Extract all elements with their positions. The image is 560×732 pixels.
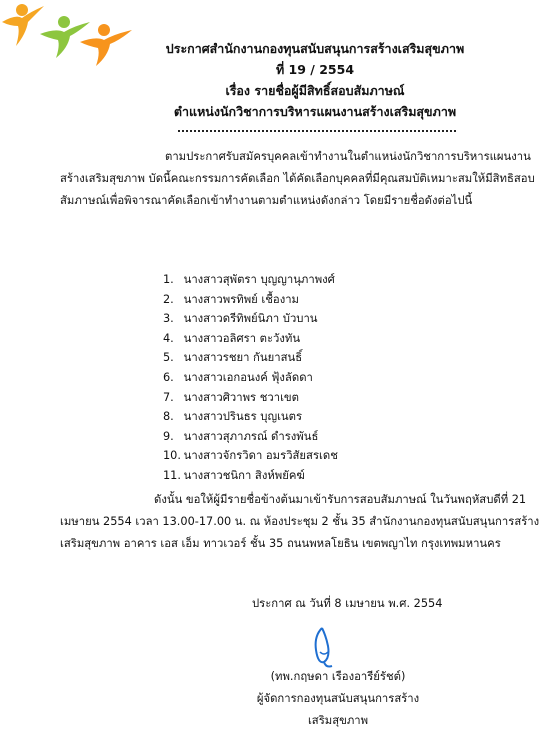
candidate-list — [163, 270, 338, 486]
dotted-divider — [178, 130, 456, 134]
document-header — [150, 38, 480, 122]
signer-block — [238, 666, 438, 732]
list-item: 4. นางสาวอลิศรา ตะวังทัน — [163, 331, 301, 345]
candidate-name: นางสาวสุภาภรณ์ ดำรงพันธ์ — [183, 429, 319, 443]
candidate-name: นางสาวรชยา กันยาสนธิ์ — [183, 351, 303, 365]
list-item: 11. นางสาวชนิกา สิงห์พยัคฆ์ — [163, 468, 305, 482]
candidate-name: นางสาวดรีทิพย์นิภา บัวบาน — [183, 312, 318, 326]
candidate-name: นางสาวจักรวิดา อมรวิสัยสรเดช — [183, 449, 338, 463]
list-item: 6. นางสาวเอกอนงค์ ฟุ้งลัดดา — [163, 370, 313, 384]
subject: เรื่อง รายชื่อผู้มีสิทธิ์สอบสัมภาษณ์ — [225, 83, 405, 98]
announcement-number: ที่ 19 / 2554 — [275, 62, 355, 77]
candidate-name: นางสาวศิวาพร ชวาเขต — [183, 390, 299, 404]
signature-mark — [308, 622, 338, 672]
position-title: ตำแหน่งนักวิชาการบริหารแผนงานสร้างเสริมสุขภาพ — [173, 104, 457, 119]
closing-paragraph: ดังนั้น ขอให้ผู้มีรายชื่อข้างต้นมาเข้ารับการสอบสัมภาษณ์ ในวันพฤหัสบดีที่ 21 เมษายน 2554 เวลา 13.00-17.00 น. ณ ห้องประชุม 2 ชั้น 35 สำนักงานกองทุนสนับสนุนการสร้างเสริมสุขภาพ อาคาร เอส เอ็ม ทาวเวอร์ ชั้น 35 ถนนพหลโยธิน เขตพญาไท กรุงเทพมหานคร — [60, 493, 540, 550]
list-item: 9. นางสาวสุภาภรณ์ ดำรงพันธ์ — [163, 429, 319, 443]
list-item: 10. นางสาวจักรวิดา อมรวิสัยสรเดช — [163, 449, 338, 463]
candidate-name: นางสาวอลิศรา ตะวังทัน — [183, 331, 301, 345]
list-item: 7. นางสาวศิวาพร ชวาเขต — [163, 390, 299, 404]
thaihealth-logo — [0, 0, 140, 70]
intro-paragraph: ตามประกาศรับสมัครบุคคลเข้าทำงานในตำแหน่งนักวิชาการบริหารแผนงานสร้างเสริมสุขภาพ บัดนี้คณะกรรมการคัดเลือก ได้คัดเลือกบุคคลที่มีคุณสมบัติเหมาะสมให้มีสิทธิสอบสัมภาษณ์เพื่อพิจารณาคัดเลือกเข้าทำงานตามตำแหน่งดังกล่าว โดยมีรายชื่อดังต่อไปนี้ — [60, 150, 535, 207]
candidate-name: นางสาวเอกอนงค์ ฟุ้งลัดดา — [183, 370, 313, 384]
candidate-name: นางสาวพรทิพย์ เชื้องาม — [183, 292, 299, 306]
candidate-name: นางสาวปรินธร บุญเนตร — [183, 410, 303, 424]
list-item: 8. นางสาวปรินธร บุญเนตร — [163, 410, 303, 424]
signer-name: (ทพ.กฤษดา เรืองอารีย์รัชต์) — [270, 670, 406, 683]
list-item: 5. นางสาวรชยา กันยาสนธิ์ — [163, 351, 303, 365]
list-item: 2. นางสาวพรทิพย์ เชื้องาม — [163, 292, 299, 306]
signer-title: ผู้จัดการกองทุนสนับสนุนการสร้างเสริมสุขภาพ — [256, 692, 420, 727]
list-item: 1. นางสาวสุพัตรา บุญญานุภาพงศ์ — [163, 273, 335, 286]
org-title: ประกาศสำนักงานกองทุนสนับสนุนการสร้างเสริมสุขภาพ — [165, 41, 465, 56]
list-item: 3. นางสาวดรีทิพย์นิภา บัวบาน — [163, 312, 318, 326]
announcement-date: ประกาศ ณ วันที่ 8 เมษายน พ.ศ. 2554 — [252, 597, 443, 610]
candidate-name: นางสาวสุพัตรา บุญญานุภาพงศ์ — [183, 273, 335, 286]
candidate-name: นางสาวชนิกา สิงห์พยัคฆ์ — [183, 468, 305, 482]
